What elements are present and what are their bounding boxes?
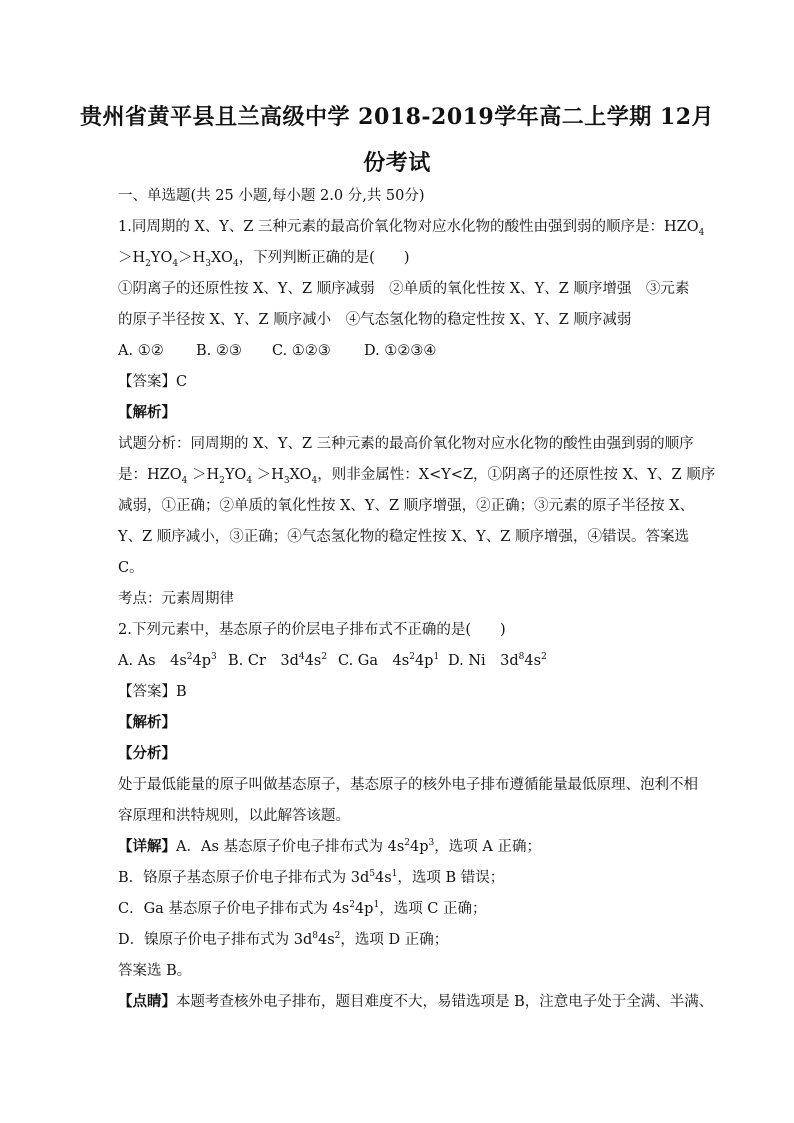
section-heading: 一、单选题(共 25 小题,每小题 2.0 分,共 50分) bbox=[118, 188, 425, 204]
q2-fenxi-line-1: 处于最低能量的原子叫做基态原子，基态原子的核外电子排布遵循能量最低原理、泡利不相 bbox=[118, 777, 698, 793]
q2-detail-line-1: 【详解】A．As 基态原子价电子排布式为 $4s^24p^3$，选项 A 正确； bbox=[118, 838, 541, 855]
document-title-line-1: 贵州省黄平县且兰高级中学 2018-2019学年高二上学期 12月 bbox=[79, 104, 715, 130]
q1-option-b: B. ②③ bbox=[196, 343, 242, 359]
q1-explanation-line-1: 试题分析：同周期的 X、Y、Z 三种元素的最高价氧化物对应水化物的酸性由强到弱的顺序 bbox=[118, 436, 694, 452]
q2-fenxi-line-2: 容原理和洪特规则，以此解答该题。 bbox=[118, 808, 350, 824]
q1-options bbox=[118, 342, 678, 360]
q2-stem: 2.下列元素中，基态原子的价层电子排布式不正确的是( ) bbox=[118, 622, 506, 638]
q1-explanation-line-5: C。 bbox=[118, 560, 144, 576]
q2-detail-line-3: C．Ga 基态原子价电子排布式为 $4s^24p^1$，选项 C 正确； bbox=[118, 900, 487, 917]
q1-explanation-line-4: Y、Z 顺序减小，③正确；④气态氢化物的稳定性按 X、Y、Z 顺序增强，④错误。答案选 bbox=[118, 529, 689, 545]
q2-dianjing: 【点睛】本题考查核外电子排布，题目难度不大，易错选项是 B，注意电子处于全满、半满、 bbox=[118, 993, 714, 1010]
q2-conclusion: 答案选 B。 bbox=[118, 963, 192, 979]
q1-explanation-line-2: 是：$HZO_4 >H_2YO_4 >H_3XO_4$，则非金属性：X<Y<Z，①阴离子的还原性按 X、Y、Z 顺序 bbox=[118, 467, 716, 486]
q1-answer: 【答案】C bbox=[118, 374, 188, 390]
q2-fenxi-label: 【分析】 bbox=[118, 745, 176, 762]
q1-option-a: A. ①② bbox=[118, 343, 164, 359]
q1-kaodian: 考点：元素周期律 bbox=[118, 591, 234, 607]
q2-detail-line-2: B．铬原子基态原子价电子排布式为 $3d^54s^1$，选项 B 错误； bbox=[118, 869, 505, 886]
q1-items-line-1: ①阴离子的还原性按 X、Y、Z 顺序减弱 ②单质的氧化性按 X、Y、Z 顺序增强 ③元素 bbox=[118, 281, 690, 297]
q2-detail-line-4: D．镍原子价电子排布式为 $3d^84s^2$，选项 D 正确； bbox=[118, 931, 449, 948]
q1-explanation-line-3: 减弱，①正确；②单质的氧化性按 X、Y、Z 顺序增强，②正确；③元素的原子半径按 X、 bbox=[118, 498, 695, 514]
q1-stem-line-2: $>H_2YO_4>H_3XO_4$，下列判断正确的是( ) bbox=[118, 250, 410, 269]
q1-option-d: D. ①②③④ bbox=[364, 343, 437, 359]
q2-option-d: D. Ni $3d^84s^2$ bbox=[448, 652, 547, 669]
q2-option-a: A. As $4s^24p^3$ bbox=[118, 652, 217, 669]
document-title-line-2: 份考试 bbox=[363, 150, 431, 176]
q1-stem-line-1: 1.同周期的 X、Y、Z 三种元素的最高价氧化物对应水化物的酸性由强到弱的顺序是：$HZO_4$ bbox=[118, 219, 705, 238]
q2-answer: 【答案】B bbox=[118, 684, 187, 700]
q1-items-line-2: 的原子半径按 X、Y、Z 顺序减小 ④气态氢化物的稳定性按 X、Y、Z 顺序减弱 bbox=[118, 312, 632, 328]
q2-option-c: C. Ga $4s^24p^1$ bbox=[338, 652, 440, 669]
q2-option-b: B. Cr $3d^44s^2$ bbox=[228, 652, 328, 669]
q2-analysis-label: 【解析】 bbox=[118, 714, 176, 731]
q1-analysis-label: 【解析】 bbox=[118, 404, 176, 421]
q2-options bbox=[118, 652, 678, 670]
q1-option-c: C. ①②③ bbox=[272, 343, 331, 359]
